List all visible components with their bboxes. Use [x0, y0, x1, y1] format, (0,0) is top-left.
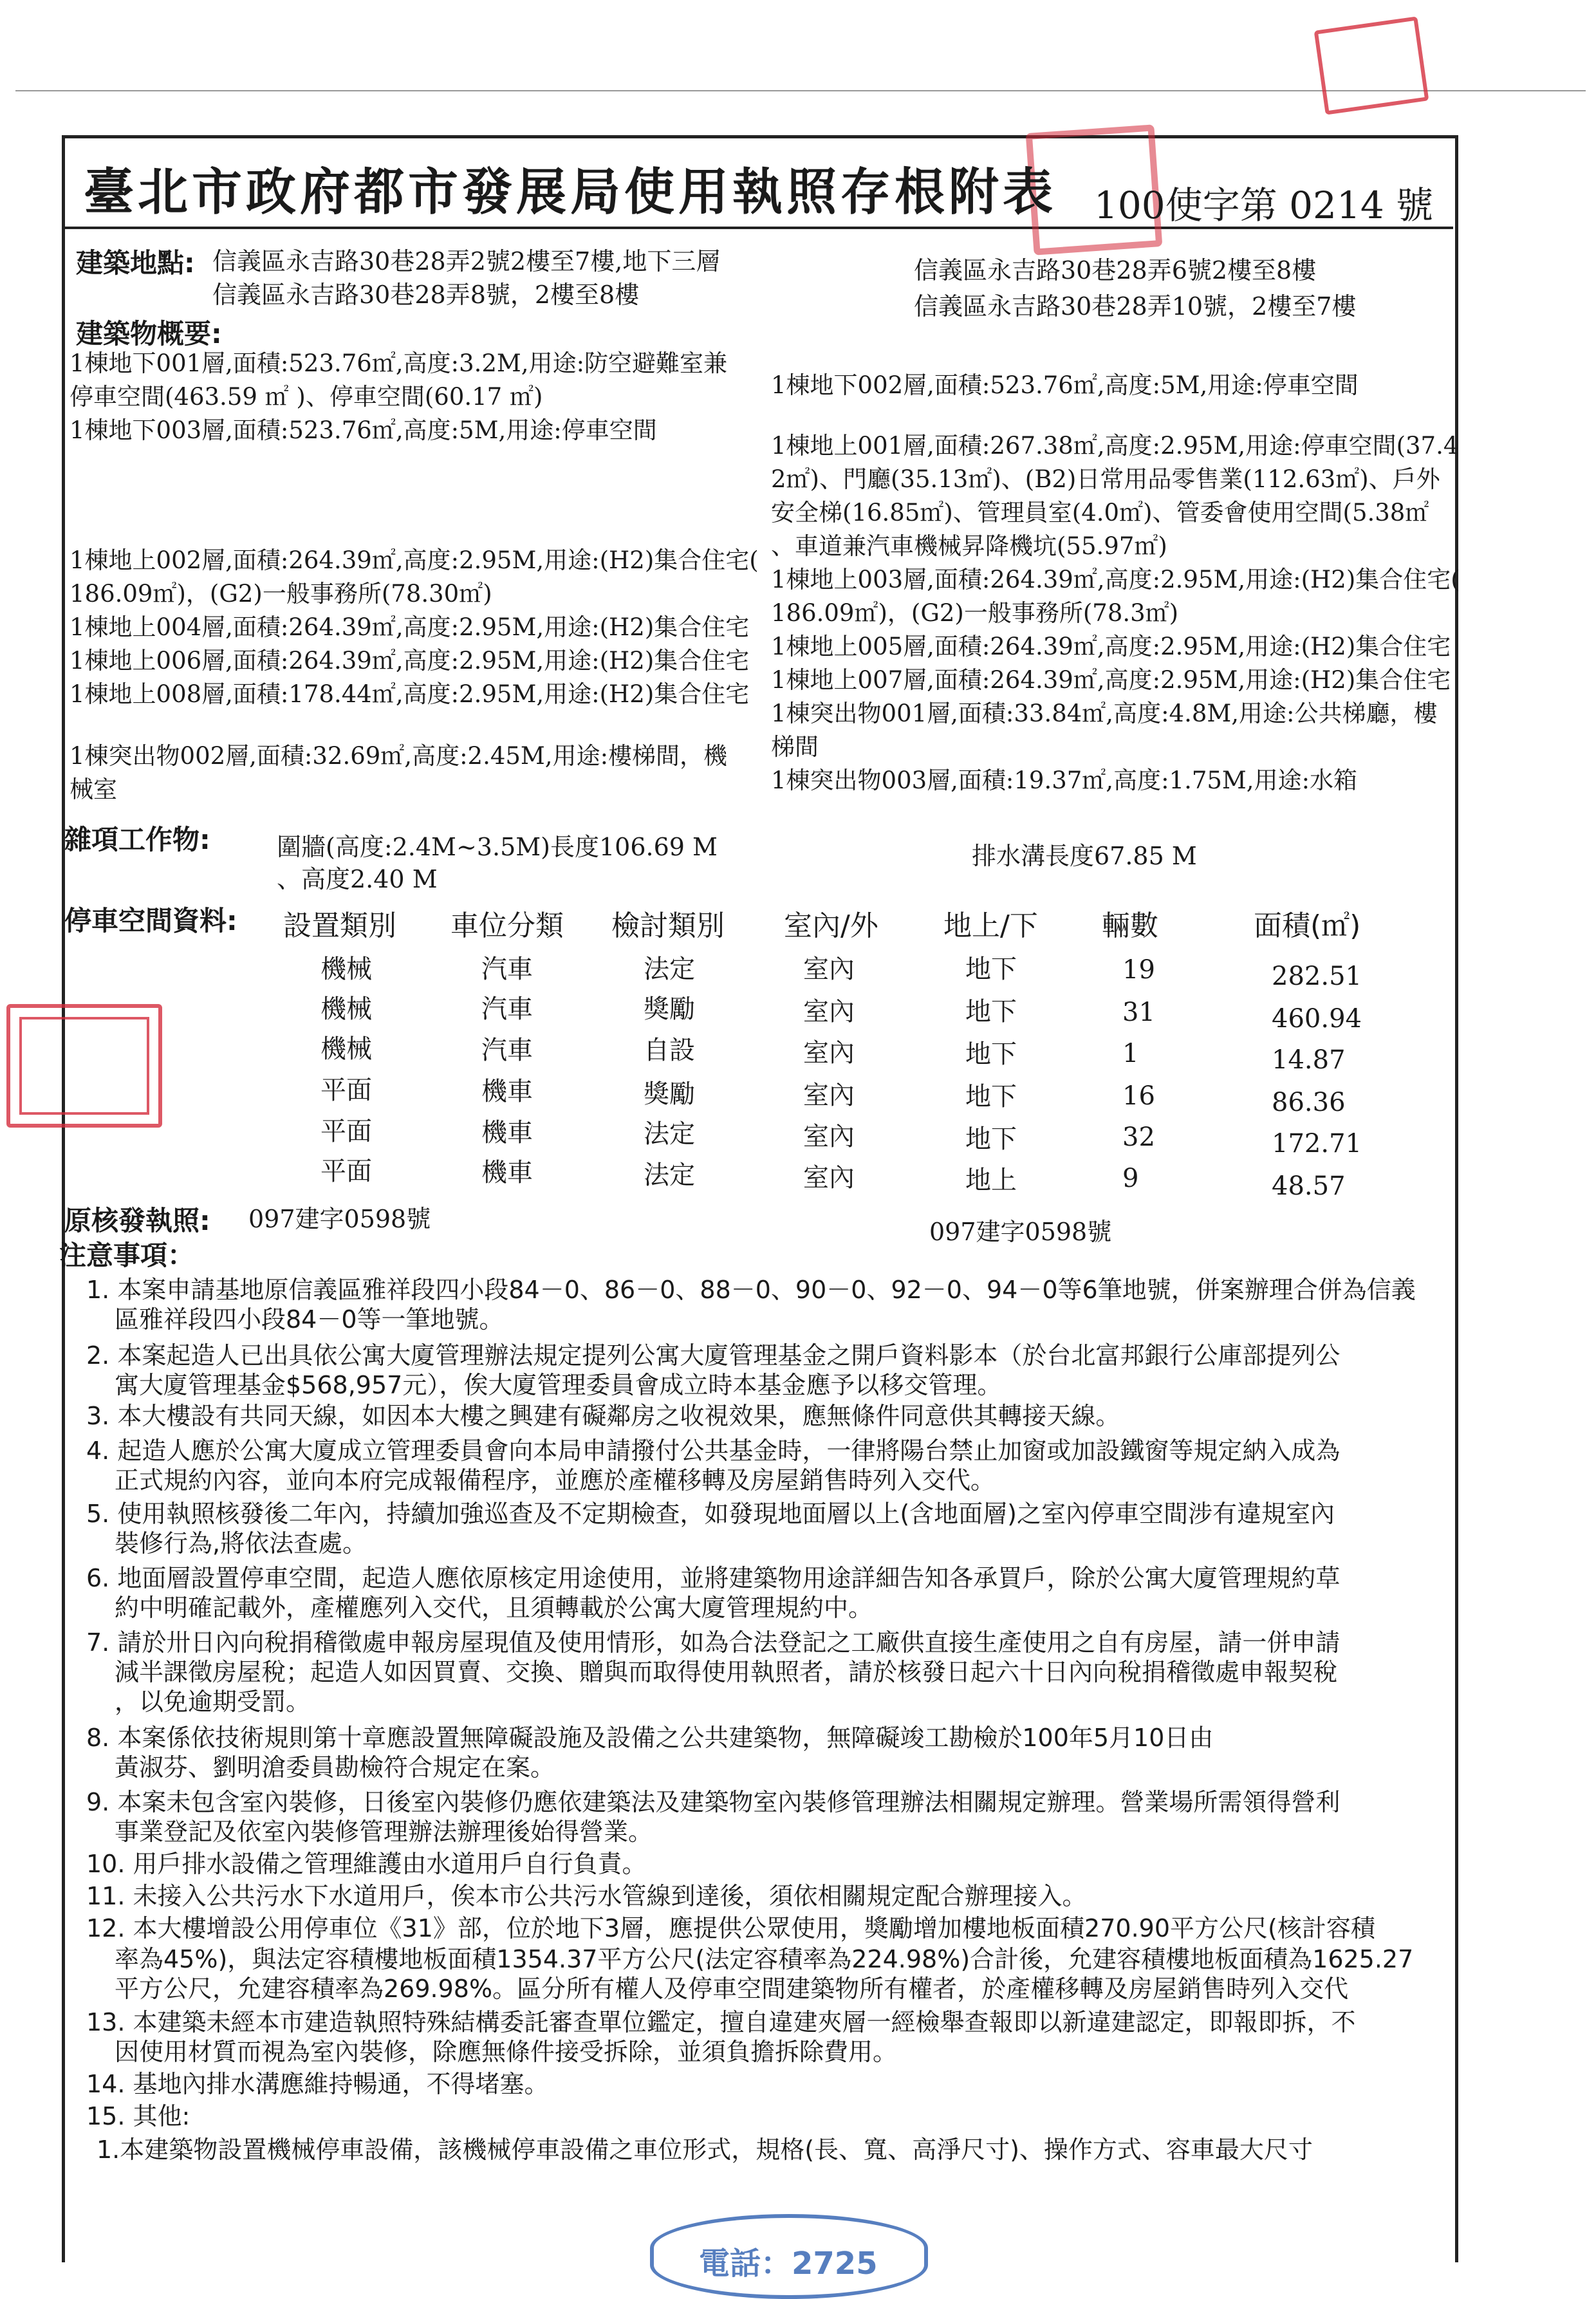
misc-wall-1: 圍牆(高度:2.4M~3.5M)長度106.69 M [277, 833, 718, 861]
note-line: 3. 本大樓設有共同天線，如因本大樓之興建有礙鄰房之收視效果，應無條件同意供其轉接天線。 [86, 1402, 1120, 1430]
table-cell: 室內 [803, 1163, 855, 1193]
table-cell: 14.87 [1272, 1045, 1346, 1075]
note-line: 減半課徵房屋稅；起造人如因買賣、交換、贈與而取得使用執照者，請於核發日起六十日內向稅捐稽徵處申報契稅 [115, 1658, 1338, 1686]
note-line: 1. 本案申請基地原信義區雅祥段四小段84－0、86－0、88－0、90－0、92－0、94－0等6筆地號，併案辦理合併為信義 [86, 1276, 1416, 1304]
table-cell: 自設 [644, 1036, 695, 1065]
overview-left-6: 1棟地上006層,面積:264.39㎡,高度:2.95M,用途:(H2)集合住宅 [70, 647, 750, 675]
parking-header-level: 地上/下 [943, 909, 1038, 942]
table-cell: 地下 [965, 997, 1017, 1027]
overview-right-6: 186.09㎡)，(G2)一般事務所(78.3㎡) [771, 599, 1179, 627]
site-line-2: 信義區永吉路30巷28弄8號，2樓至8樓 [212, 281, 640, 309]
parking-header-area: 面積(㎡) [1254, 909, 1361, 942]
note-line: 1.本建築物設置機械停車設備，該機械停車設備之車位形式，規格(長、寬、高淨尺寸)、操作方式、容車最大尺寸 [97, 2136, 1313, 2164]
overview-right-8: 1棟地上007層,面積:264.39㎡,高度:2.95M,用途:(H2)集合住宅 [771, 666, 1451, 694]
table-cell: 地下 [965, 1039, 1017, 1069]
parking-label: 停車空間資料: [64, 905, 237, 936]
note-line: 約中明確記載外，產權應列入交代，且須轉載於公寓大廈管理規約中。 [115, 1594, 873, 1622]
misc-wall-2: 、高度2.40 M [277, 865, 438, 893]
document-title: 臺北市政府都市發展局使用執照存根附表 [84, 163, 1057, 221]
permit-number: 100使字第 0214 號 [1094, 183, 1434, 227]
blue-stamp-text: 電話：2725 [699, 2246, 878, 2282]
overview-left-4: 186.09㎡)，(G2)一般事務所(78.30㎡) [70, 580, 492, 608]
table-cell: 法定 [644, 1160, 695, 1190]
overview-left-3: 1棟地上002層,面積:264.39㎡,高度:2.95M,用途:(H2)集合住宅( [70, 546, 759, 574]
note-line: 13. 本建築未經本市建造執照特殊結構委託審查單位鑑定，擅自違建夾層一經檢舉查報即以新違建認定，即報即拆，不 [86, 2008, 1356, 2036]
note-line: 6. 地面層設置停車空間，起造人應依原核定用途使用，並將建築物用途詳細告知各承買戶，除於公寓大廈管理規約草 [86, 1564, 1341, 1592]
table-cell: 室內 [803, 1081, 855, 1110]
table-cell: 9 [1122, 1164, 1139, 1193]
overview-label: 建築物概要: [76, 318, 222, 349]
parking-header-category: 車位分類 [450, 909, 564, 942]
table-cell: 86.36 [1272, 1088, 1346, 1117]
table-cell: 平面 [320, 1075, 372, 1105]
table-cell: 地下 [965, 954, 1017, 984]
note-line: 區雅祥段四小段84－0等一筆地號。 [115, 1305, 504, 1334]
original-permit-right: 097建字0598號 [929, 1218, 1112, 1246]
note-line: 12. 本大樓增設公用停車位《31》部，位於地下3層，應提供公眾使用，獎勵增加樓地板面積270.90平方公尺(核計容積 [86, 1914, 1375, 1942]
misc-label: 雜項工作物: [64, 824, 210, 855]
note-line: 15. 其他: [86, 2102, 190, 2130]
original-permit-label: 原核發執照: [64, 1205, 210, 1236]
overview-left-2: 1棟地下003層,面積:523.76㎡,高度:5M,用途:停車空間 [70, 416, 657, 444]
overview-left-0: 1棟地下001層,面積:523.76㎡,高度:3.2M,用途:防空避難室兼 [70, 349, 728, 377]
note-line: 因使用材質而視為室內裝修，除應無條件接受拆除，並須負擔拆除費用。 [115, 2038, 898, 2066]
table-cell: 室內 [803, 1122, 855, 1151]
original-permit-left: 097建字0598號 [248, 1205, 431, 1233]
table-cell: 機械 [320, 994, 372, 1024]
overview-left-8: 1棟突出物002層,面積:32.69㎡,高度:2.45M,用途:樓梯間，機 [70, 742, 728, 770]
table-cell: 室內 [803, 997, 855, 1027]
overview-right-4: 、車道兼汽車機械昇降機坑(55.97㎡) [771, 532, 1167, 560]
site-line-3: 信義區永吉路30巷28弄6號2樓至8樓 [914, 256, 1317, 284]
note-line: 2. 本案起造人已出具依公寓大廈管理辦法規定提列公寓大廈管理基金之開戶資料影本（於台北富邦銀行公庫部提列公 [86, 1341, 1341, 1370]
misc-ditch: 排水溝長度67.85 M [972, 842, 1197, 870]
overview-right-9: 1棟突出物001層,面積:33.84㎡,高度:4.8M,用途:公共梯廳，樓 [771, 700, 1438, 727]
overview-right-10: 梯間 [771, 733, 819, 761]
note-line: 率為45%)，與法定容積樓地板面積1354.37平方公尺(法定容積率為224.98%)合計後，允建容積樓地板面積為1625.27 [115, 1945, 1414, 1973]
parking-header-count: 輛數 [1102, 909, 1158, 942]
table-cell: 機車 [481, 1077, 533, 1106]
table-cell: 地下 [965, 1124, 1017, 1154]
overview-left-9: 械室 [70, 776, 117, 803]
overview-right-2: 2㎡)、門廳(35.13㎡)、(B2)日常用品零售業(112.63㎡)、戶外 [771, 465, 1440, 493]
table-cell: 機械 [320, 954, 372, 984]
note-line: ，以免逾期受罰。 [115, 1688, 311, 1716]
note-line: 11. 未接入公共污水下水道用戶，俟本市公共污水管線到達後，須依相關規定配合辦理接入。 [86, 1882, 1087, 1910]
table-cell: 282.51 [1272, 962, 1362, 991]
note-line: 正式規約內容，並向本府完成報備程序，並應於產權移轉及房屋銷售時列入交代。 [115, 1466, 996, 1494]
note-line: 黃淑芬、劉明滄委員勘檢符合規定在案。 [115, 1753, 555, 1782]
overview-right-11: 1棟突出物003層,面積:19.37㎡,高度:1.75M,用途:水箱 [771, 767, 1358, 794]
note-line: 事業登記及依室內裝修管理辦法辦理後始得營業。 [115, 1818, 653, 1846]
table-cell: 室內 [803, 954, 855, 984]
site-label: 建築地點: [76, 247, 195, 279]
table-cell: 地上 [965, 1166, 1017, 1195]
overview-right-7: 1棟地上005層,面積:264.39㎡,高度:2.95M,用途:(H2)集合住宅 [771, 633, 1451, 660]
table-cell: 平面 [320, 1157, 372, 1186]
notes-label: 注意事項： [59, 1240, 195, 1271]
table-cell: 汽車 [481, 954, 533, 984]
note-line: 14. 基地內排水溝應維持暢通，不得堵塞。 [86, 2070, 549, 2098]
table-cell: 法定 [644, 1119, 695, 1149]
site-line-4: 信義區永吉路30巷28弄10號，2樓至7樓 [914, 292, 1357, 321]
table-cell: 機械 [320, 1034, 372, 1064]
table-cell: 獎勵 [644, 994, 695, 1024]
table-cell: 1 [1122, 1039, 1139, 1068]
note-line: 平方公尺，允建容積率為269.98%。區分所有權人及停車空間建築物所有權者，於產權移轉及房屋銷售時列入交代 [115, 1975, 1349, 2003]
overview-left-5: 1棟地上004層,面積:264.39㎡,高度:2.95M,用途:(H2)集合住宅 [70, 613, 750, 641]
table-cell: 平面 [320, 1117, 372, 1146]
overview-left-7: 1棟地上008層,面積:178.44㎡,高度:2.95M,用途:(H2)集合住宅 [70, 680, 750, 708]
table-cell: 法定 [644, 954, 695, 984]
overview-right-3: 安全梯(16.85㎡)、管理員室(4.0㎡)、管委會使用空間(5.38㎡ [771, 499, 1429, 526]
note-line: 裝修行為,將依法查處。 [115, 1529, 367, 1558]
table-cell: 獎勵 [644, 1079, 695, 1109]
overview-right-5: 1棟地上003層,面積:264.39㎡,高度:2.95M,用途:(H2)集合住宅( [771, 566, 1460, 593]
note-line: 4. 起造人應於公寓大廈成立管理委員會向本局申請撥付公共基金時，一律將陽台禁止加窗或加設鐵窗等規定納入成為 [86, 1437, 1341, 1465]
parking-header-review: 檢討類別 [611, 909, 725, 942]
table-cell: 機車 [481, 1118, 533, 1148]
blue-phone-stamp [650, 2214, 928, 2299]
table-cell: 地下 [965, 1082, 1017, 1112]
table-cell: 31 [1122, 998, 1155, 1027]
table-cell: 16 [1122, 1081, 1155, 1111]
table-cell: 48.57 [1272, 1171, 1346, 1201]
note-line: 7. 請於卅日內向稅捐稽徵處申報房屋現值及使用情形，如為合法登記之工廠供直接生產使用之自有房屋，請一併申請 [86, 1628, 1341, 1657]
table-cell: 32 [1122, 1122, 1155, 1152]
table-cell: 172.71 [1272, 1129, 1362, 1159]
site-line-1: 信義區永吉路30巷28弄2號2樓至7樓,地下三層 [212, 247, 721, 275]
table-cell: 汽車 [481, 1036, 533, 1065]
note-line: 8. 本案係依技術規則第十章應設置無障礙設施及設備之公共建築物，無障礙竣工勘檢於100年5月10日由 [86, 1724, 1214, 1752]
note-line: 寓大廈管理基金$568,957元），俟大廈管理委員會成立時本基金應予以移交管理。 [115, 1371, 1002, 1399]
table-cell: 室內 [803, 1038, 855, 1068]
red-seal-stamp-top-right [1314, 16, 1429, 115]
overview-right-1: 1棟地上001層,面積:267.38㎡,高度:2.95M,用途:停車空間(37.4 [771, 432, 1459, 460]
note-line: 10. 用戶排水設備之管理維護由水道用戶自行負責。 [86, 1850, 647, 1878]
note-line: 5. 使用執照核發後二年內，持續加強巡查及不定期檢查，如發現地面層以上(含地面層)之室內停車空間涉有違規室內 [86, 1500, 1335, 1528]
table-cell: 19 [1122, 955, 1155, 985]
table-cell: 機車 [481, 1158, 533, 1187]
note-line: 9. 本案未包含室內裝修，日後室內裝修仍應依建築法及建築物室內裝修管理辦法相關規定辦理。營業場所需領得營利 [86, 1788, 1341, 1816]
parking-header-indoor: 室內/外 [784, 909, 878, 942]
red-seal-stamp-left [6, 1004, 162, 1128]
table-cell: 460.94 [1272, 1004, 1362, 1034]
parking-header-type: 設置類別 [283, 909, 396, 942]
overview-right-0: 1棟地下002層,面積:523.76㎡,高度:5M,用途:停車空間 [771, 371, 1359, 399]
table-cell: 汽車 [481, 994, 533, 1024]
overview-left-1: 停車空間(463.59 ㎡ )、停車空間(60.17 ㎡) [70, 383, 543, 411]
